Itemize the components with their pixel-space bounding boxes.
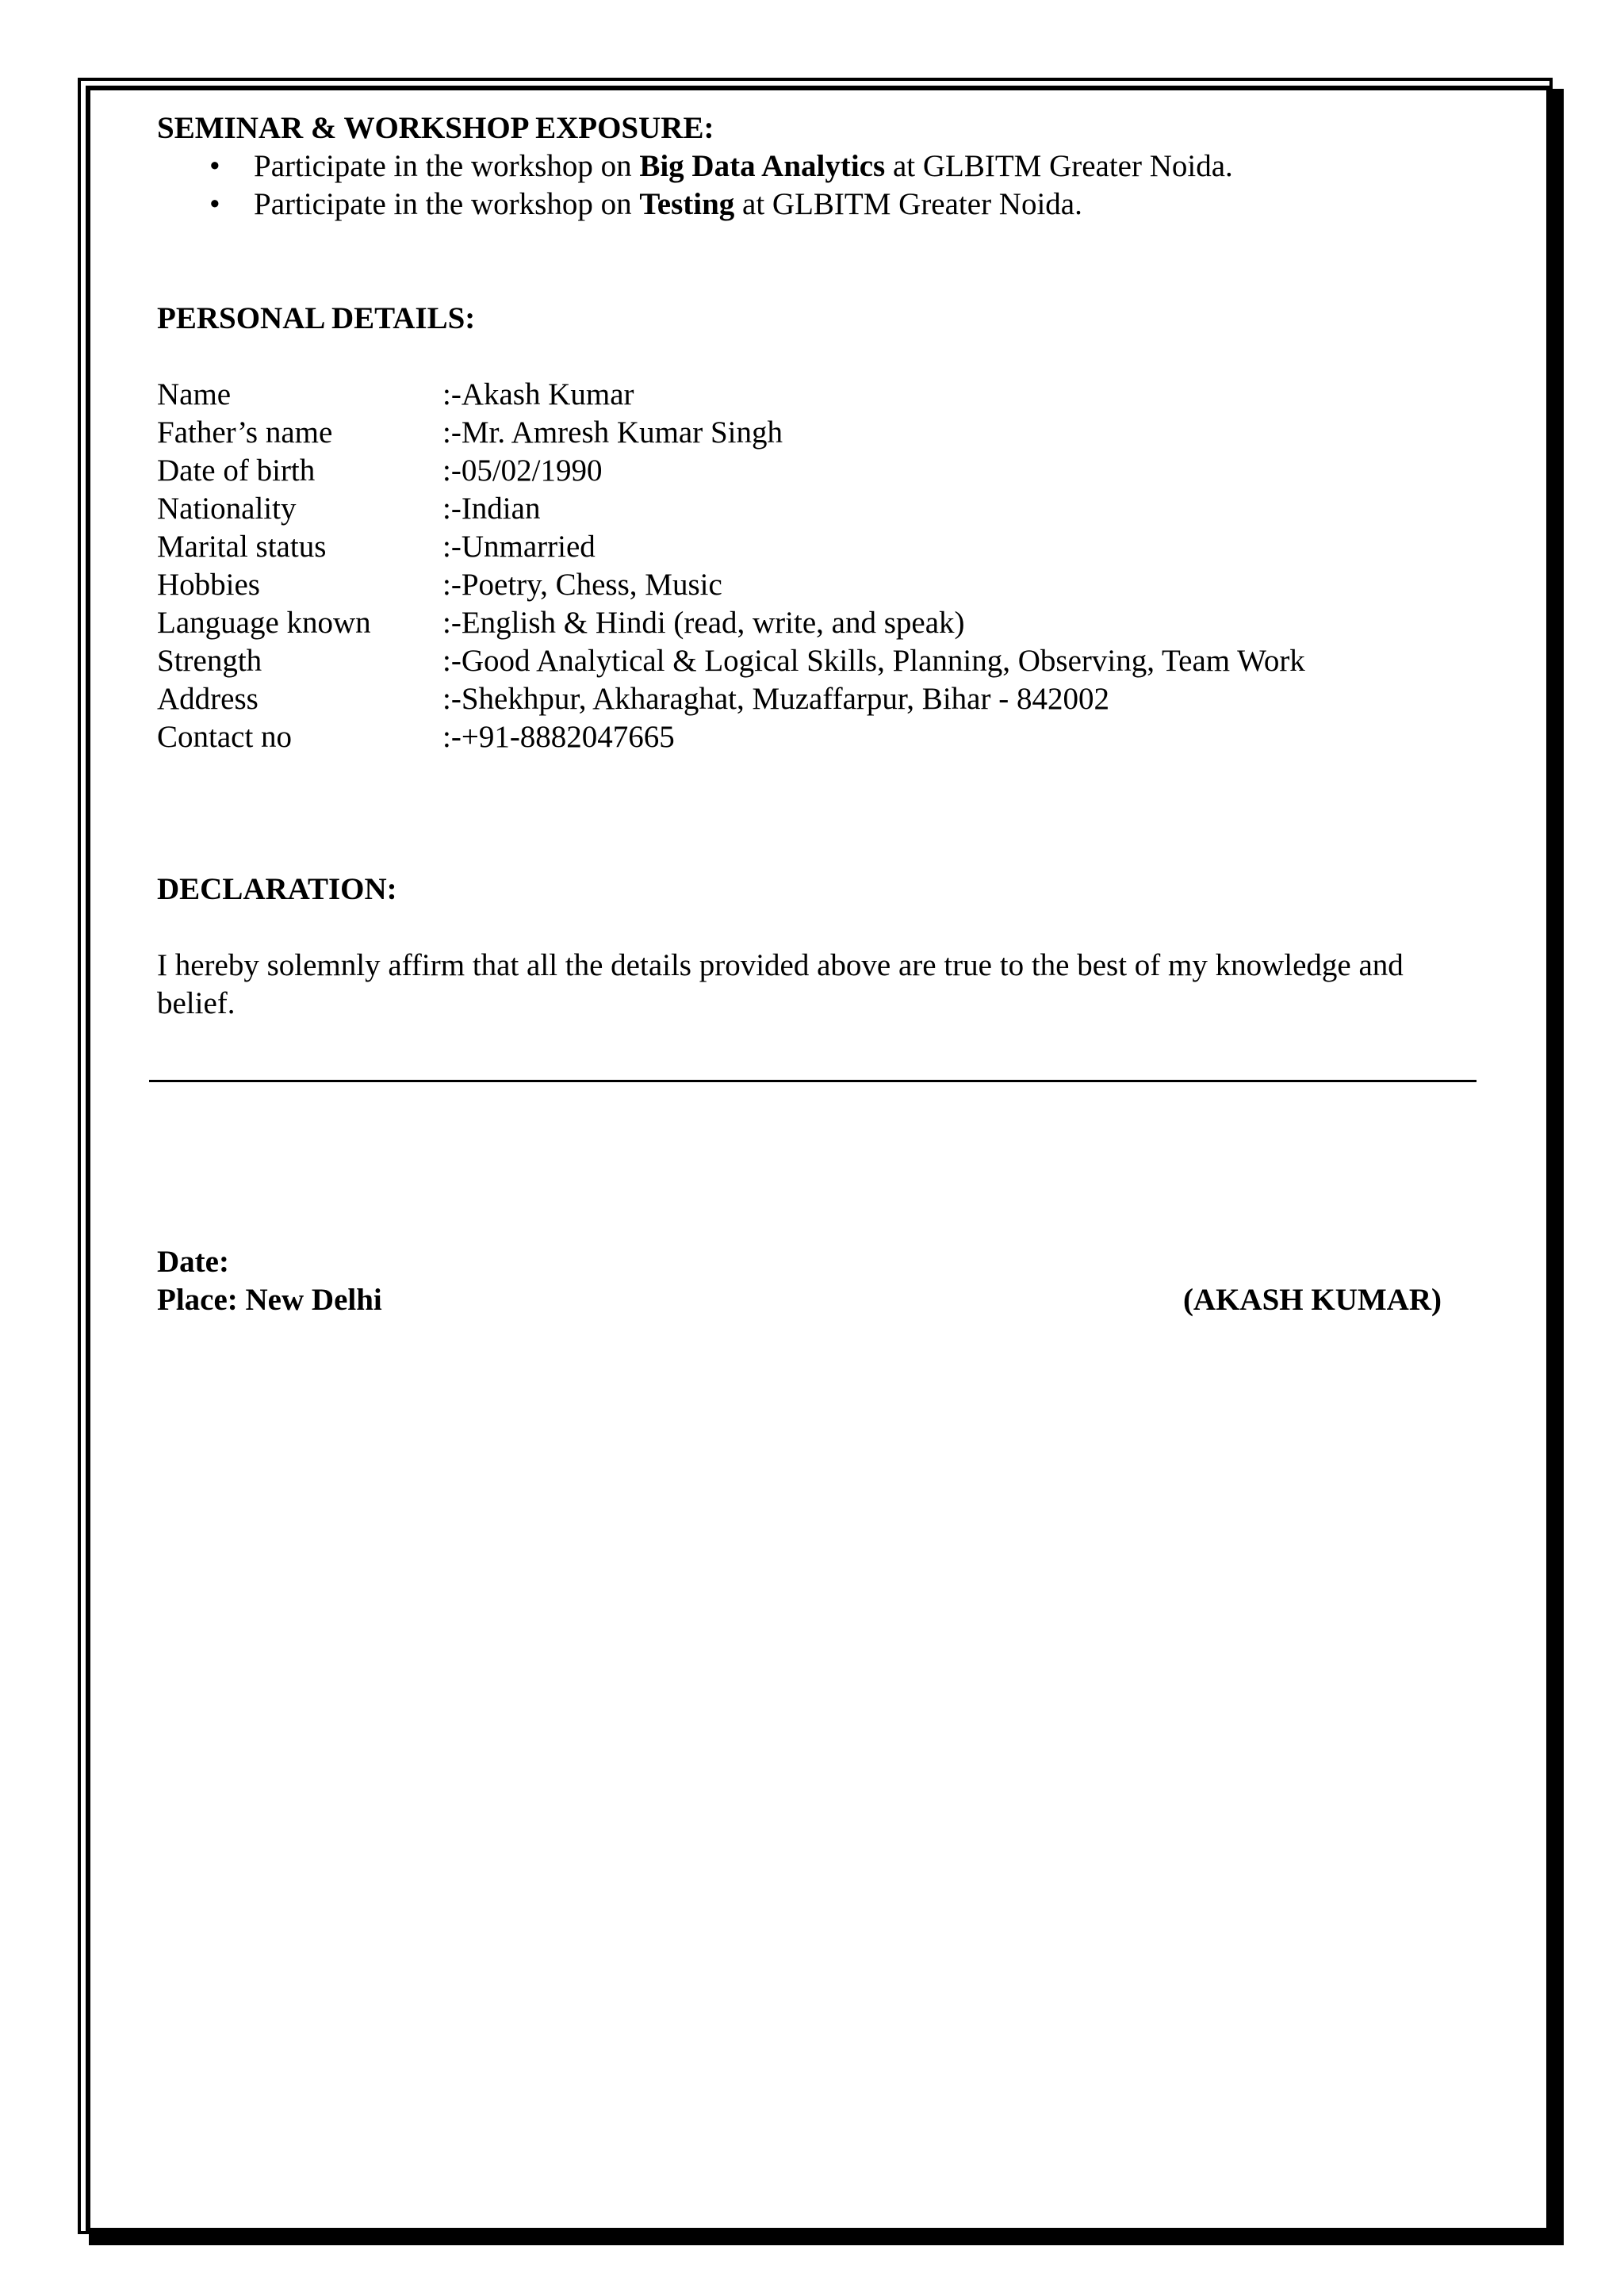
- seminar-heading: SEMINAR & WORKSHOP EXPOSURE:: [157, 111, 714, 145]
- seminar-item: [157, 147, 1307, 186]
- detail-row-strength: [157, 642, 1489, 680]
- detail-row-language: [157, 604, 1489, 642]
- detail-label: Father’s name: [157, 415, 333, 450]
- detail-value: :-English & Hindi (read, write, and speak): [442, 606, 965, 640]
- detail-label: Name: [157, 377, 232, 411]
- personal-heading: PERSONAL DETAILS:: [157, 301, 476, 335]
- detail-value: :-05/02/1990: [442, 453, 603, 488]
- detail-row-address: [157, 680, 1489, 718]
- detail-row-dob: [157, 452, 1489, 490]
- declaration-section: [157, 871, 1489, 1023]
- signature-row: [157, 1281, 1442, 1319]
- detail-row-name: [157, 376, 1489, 414]
- detail-value: :-Good Analytical & Logical Skills, Planning, Observing, Team Work: [442, 644, 1305, 678]
- detail-row-hobbies: [157, 566, 1489, 604]
- seminar-item: [157, 186, 1307, 224]
- detail-label: Language known: [157, 606, 371, 640]
- declaration-text: I hereby solemnly affirm that all the details provided above are true to the best of my knowledge and belief.: [157, 948, 1404, 1020]
- detail-row-nationality: [157, 490, 1489, 528]
- personal-details-list: [157, 376, 1489, 756]
- bullet-icon: •: [209, 187, 220, 221]
- signatory-name: (AKASH KUMAR): [1182, 1283, 1442, 1317]
- seminar-item-venue: at GLBITM Greater Noida.: [734, 187, 1082, 221]
- signature-block: [157, 1243, 1442, 1319]
- resume-content: [157, 109, 1489, 1023]
- bullet-icon: •: [209, 149, 220, 183]
- detail-value: :-Unmarried: [442, 530, 596, 564]
- detail-row-marital-status: [157, 528, 1489, 566]
- detail-label: Address: [157, 682, 259, 716]
- detail-row-father-name: [157, 414, 1489, 452]
- detail-label: Hobbies: [157, 568, 260, 602]
- seminar-section: [157, 109, 1489, 224]
- seminar-item-topic: Testing: [639, 187, 735, 221]
- detail-label: Strength: [157, 644, 262, 678]
- declaration-heading: DECLARATION:: [157, 872, 397, 906]
- detail-value: :-Poetry, Chess, Music: [442, 568, 722, 602]
- detail-value: :-Indian: [442, 492, 541, 526]
- seminar-item-text: Participate in the workshop on: [254, 187, 640, 221]
- detail-value: :-+91-8882047665: [442, 720, 675, 754]
- seminar-item-topic: Big Data Analytics: [639, 149, 886, 183]
- detail-label: Date of birth: [157, 453, 316, 488]
- date-label: Date:: [157, 1245, 229, 1279]
- detail-value: :-Mr. Amresh Kumar Singh: [442, 415, 783, 450]
- seminar-item-text: Participate in the workshop on: [254, 149, 640, 183]
- detail-value: :-Akash Kumar: [442, 377, 634, 411]
- personal-section: [157, 300, 1489, 756]
- seminar-list: [157, 147, 1489, 224]
- detail-label: Contact no: [157, 720, 293, 754]
- seminar-item-venue: at GLBITM Greater Noida.: [885, 149, 1233, 183]
- detail-label: Nationality: [157, 492, 297, 526]
- detail-value: :-Shekhpur, Akharaghat, Muzaffarpur, Bihar - 842002: [442, 682, 1109, 716]
- detail-row-contact: [157, 718, 1489, 756]
- detail-label: Marital status: [157, 530, 327, 564]
- place-label: Place: New Delhi: [157, 1283, 382, 1317]
- section-divider: [149, 1080, 1477, 1082]
